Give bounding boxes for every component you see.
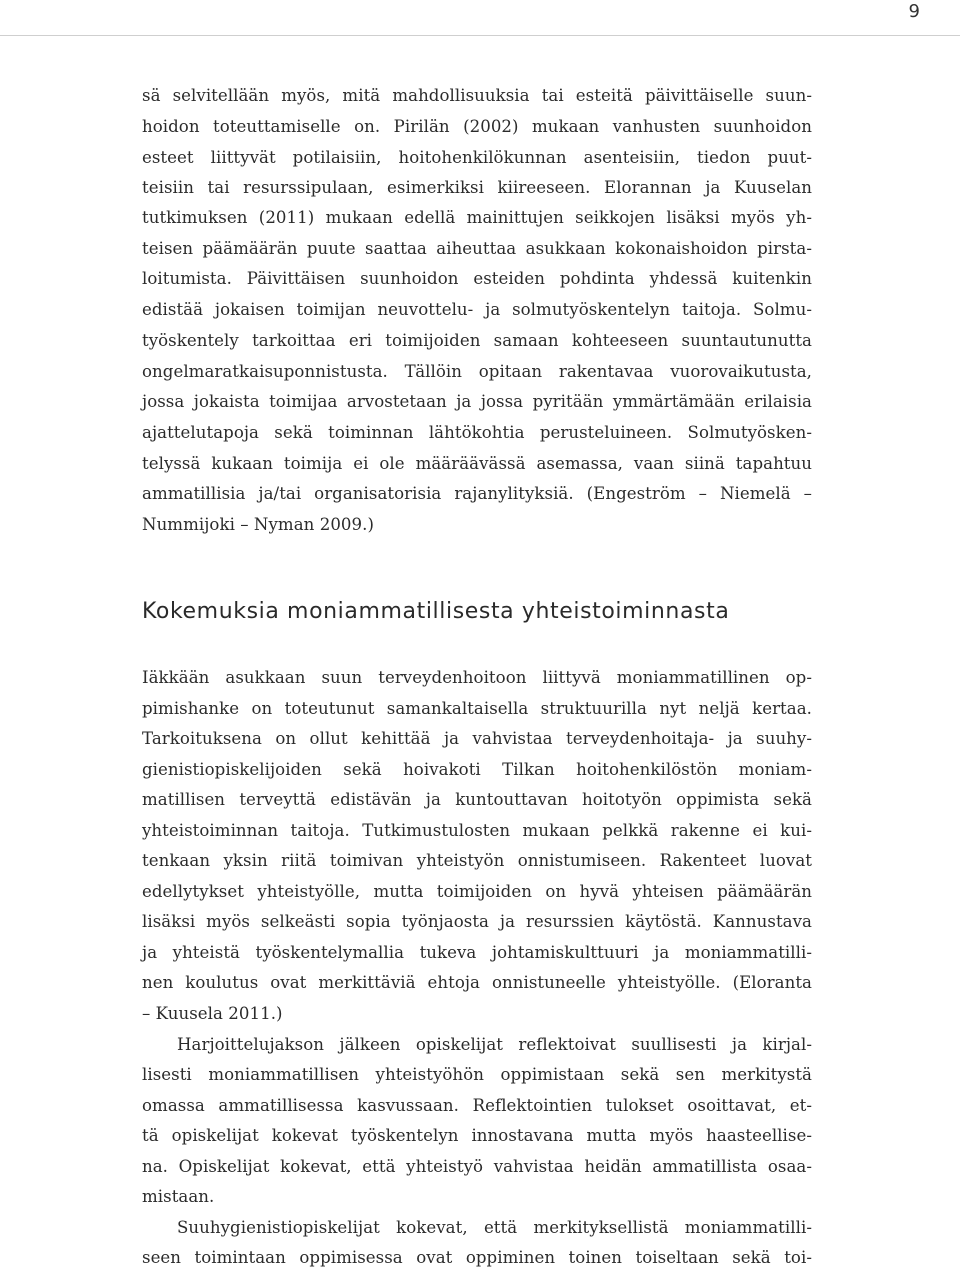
- text-line: gienistiopiskelijoiden sekä hoivakoti Tilkan hoitohenkilöstön moniam-: [142, 760, 812, 779]
- text-line: pimishanke on toteutunut samankaltaisella struktuurilla nyt neljä kertaa.: [142, 699, 812, 718]
- text-line: ongelmaratkaisuponnistusta. Tällöin opitaan rakentavaa vuorovaikutusta,: [142, 362, 812, 381]
- text-line: omassa ammatillisessa kasvussaan. Reflektointien tulokset osoittavat, et-: [142, 1096, 812, 1115]
- text-line: Harjoittelujakson jälkeen opiskelijat reflektoivat suullisesti ja kirjal-: [177, 1035, 812, 1054]
- text-line: tä opiskelijat kokevat työskentelyn innostavana mutta myös haasteellise-: [142, 1126, 812, 1145]
- text-line: Iäkkään asukkaan suun terveydenhoitoon liittyvä moniammatillinen op-: [142, 668, 812, 687]
- text-line: hoidon toteuttamiselle on. Pirilän (2002) mukaan vanhusten suunhoidon: [142, 117, 812, 136]
- section-heading: Kokemuksia moniammatillisesta yhteistoiminnasta: [142, 599, 730, 624]
- text-line: lisäksi myös selkeästi sopia työnjaosta ja resurssien käytöstä. Kannustava: [142, 912, 812, 931]
- header-rule: [0, 35, 960, 36]
- text-line: telyssä kukaan toimija ei ole määräävässä asemassa, vaan siinä tapahtuu: [142, 454, 812, 473]
- text-line: edistää jokaisen toimijan neuvottelu- ja solmutyöskentelyn taitoja. Solmu-: [142, 300, 812, 319]
- text-line: mistaan.: [142, 1187, 215, 1206]
- text-line: loitumista. Päivittäisen suunhoidon esteiden pohdinta yhdessä kuitenkin: [142, 269, 812, 288]
- text-line: tutkimuksen (2011) mukaan edellä mainittujen seikkojen lisäksi myös yh-: [142, 208, 812, 227]
- text-line: työskentely tarkoittaa eri toimijoiden samaan kohteeseen suuntautunutta: [142, 331, 812, 350]
- text-line: na. Opiskelijat kokevat, että yhteistyö vahvistaa heidän ammatillista osaa-: [142, 1157, 812, 1176]
- text-line: matillisen terveyttä edistävän ja kuntouttavan hoitotyön oppimista sekä: [142, 790, 812, 809]
- text-line: – Kuusela 2011.): [142, 1004, 283, 1023]
- text-line: jossa jokaista toimijaa arvostetaan ja jossa pyritään ymmärtämään erilaisia: [142, 392, 812, 411]
- text-line: edellytykset yhteistyölle, mutta toimijoiden on hyvä yhteisen päämäärän: [142, 882, 812, 901]
- text-line: Suuhygienistiopiskelijat kokevat, että merkityksellistä moniammatilli-: [177, 1218, 812, 1237]
- text-line: esteet liittyvät potilaisiin, hoitohenkilökunnan asenteisiin, tiedon puut-: [142, 148, 812, 167]
- text-line: Tarkoituksena on ollut kehittää ja vahvistaa terveydenhoitaja- ja suuhy-: [142, 729, 812, 748]
- text-line: sä selvitellään myös, mitä mahdollisuuksia tai esteitä päivittäiselle suun-: [142, 86, 812, 105]
- text-line: teisiin tai resurssipulaan, esimerkiksi kiireeseen. Elorannan ja Kuuselan: [142, 178, 812, 197]
- text-line: teisen päämäärän puute saattaa aiheuttaa asukkaan kokonaishoidon pirsta-: [142, 239, 812, 258]
- page-number: 9: [908, 1, 920, 22]
- text-line: seen toimintaan oppimisessa ovat oppiminen toinen toiseltaan sekä toi-: [142, 1248, 812, 1267]
- text-line: ajattelutapoja sekä toiminnan lähtökohtia perusteluineen. Solmutyösken-: [142, 423, 812, 442]
- text-line: Nummijoki – Nyman 2009.): [142, 515, 374, 534]
- text-line: ammatillisia ja/tai organisatorisia rajanylityksiä. (Engeström – Niemelä –: [142, 484, 812, 503]
- text-line: lisesti moniammatillisen yhteistyöhön oppimistaan sekä sen merkitystä: [142, 1065, 812, 1084]
- text-line: yhteistoiminnan taitoja. Tutkimustulosten mukaan pelkkä rakenne ei kui-: [142, 821, 812, 840]
- text-line: tenkaan yksin riitä toimivan yhteistyön onnistumiseen. Rakenteet luovat: [142, 851, 812, 870]
- text-line: ja yhteistä työskentelymallia tukeva johtamiskulttuuri ja moniammatilli-: [142, 943, 812, 962]
- text-line: nen koulutus ovat merkittäviä ehtoja onnistuneelle yhteistyölle. (Eloranta: [142, 973, 812, 992]
